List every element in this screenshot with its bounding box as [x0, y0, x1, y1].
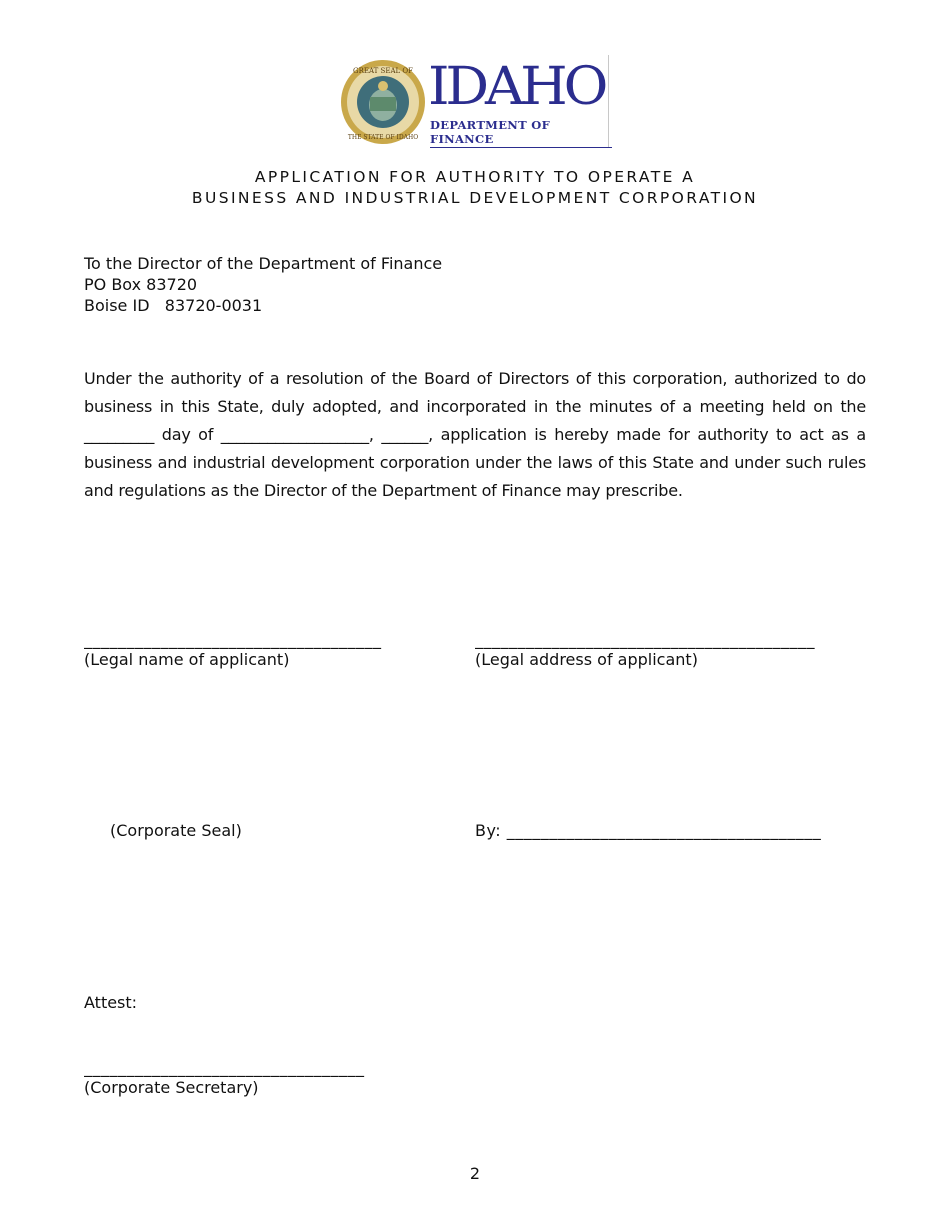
legal-name-label: (Legal name of applicant): [84, 650, 290, 669]
idaho-finance-logo: [338, 55, 612, 147]
logo-subtitle: DEPARTMENT OF FINANCE: [430, 118, 612, 148]
recipient-line: To the Director of the Department of Finance: [84, 254, 443, 273]
logo-divider: [608, 55, 609, 147]
application-paragraph: Under the authority of a resolution of the Board of Directors of this corporation, authorized to do business in this State, duly adopted, and incorporated in the minutes of a meeting held on the _________ day of ___________________, ______, application is hereby made for authority to act as a business and industrial development corporation under the laws of this State and under such rules and regulations as the Director of the Department of Finance may prescribe.: [84, 369, 866, 500]
secretary-signature-line[interactable]: _________________________________: [84, 1058, 365, 1077]
city-zip-line: Boise ID 83720-0031: [84, 296, 263, 315]
corporate-secretary-label: (Corporate Secretary): [84, 1078, 259, 1097]
form-title-line-2: BUSINESS AND INDUSTRIAL DEVELOPMENT CORPORATION: [191, 189, 759, 207]
attest-label: Attest:: [84, 993, 138, 1012]
by-signature-line[interactable]: By: _____________________________________: [475, 821, 822, 840]
form-title-line-1: APPLICATION FOR AUTHORITY TO OPERATE A: [254, 168, 696, 186]
seal-text-top: GREAT SEAL OF: [353, 67, 413, 75]
legal-name-field-line[interactable]: ___________________________________: [84, 630, 382, 649]
seal-text-bottom: THE STATE OF IDAHO: [347, 134, 419, 141]
legal-address-field-line[interactable]: ________________________________________: [475, 630, 815, 649]
logo-wordmark: IDAHO: [428, 57, 605, 117]
corporate-seal-label: (Corporate Seal): [110, 821, 242, 840]
state-seal-icon: [340, 59, 426, 145]
po-box-line: PO Box 83720: [84, 275, 198, 294]
legal-address-label: (Legal address of applicant): [475, 650, 698, 669]
page-number: 2: [469, 1164, 481, 1183]
